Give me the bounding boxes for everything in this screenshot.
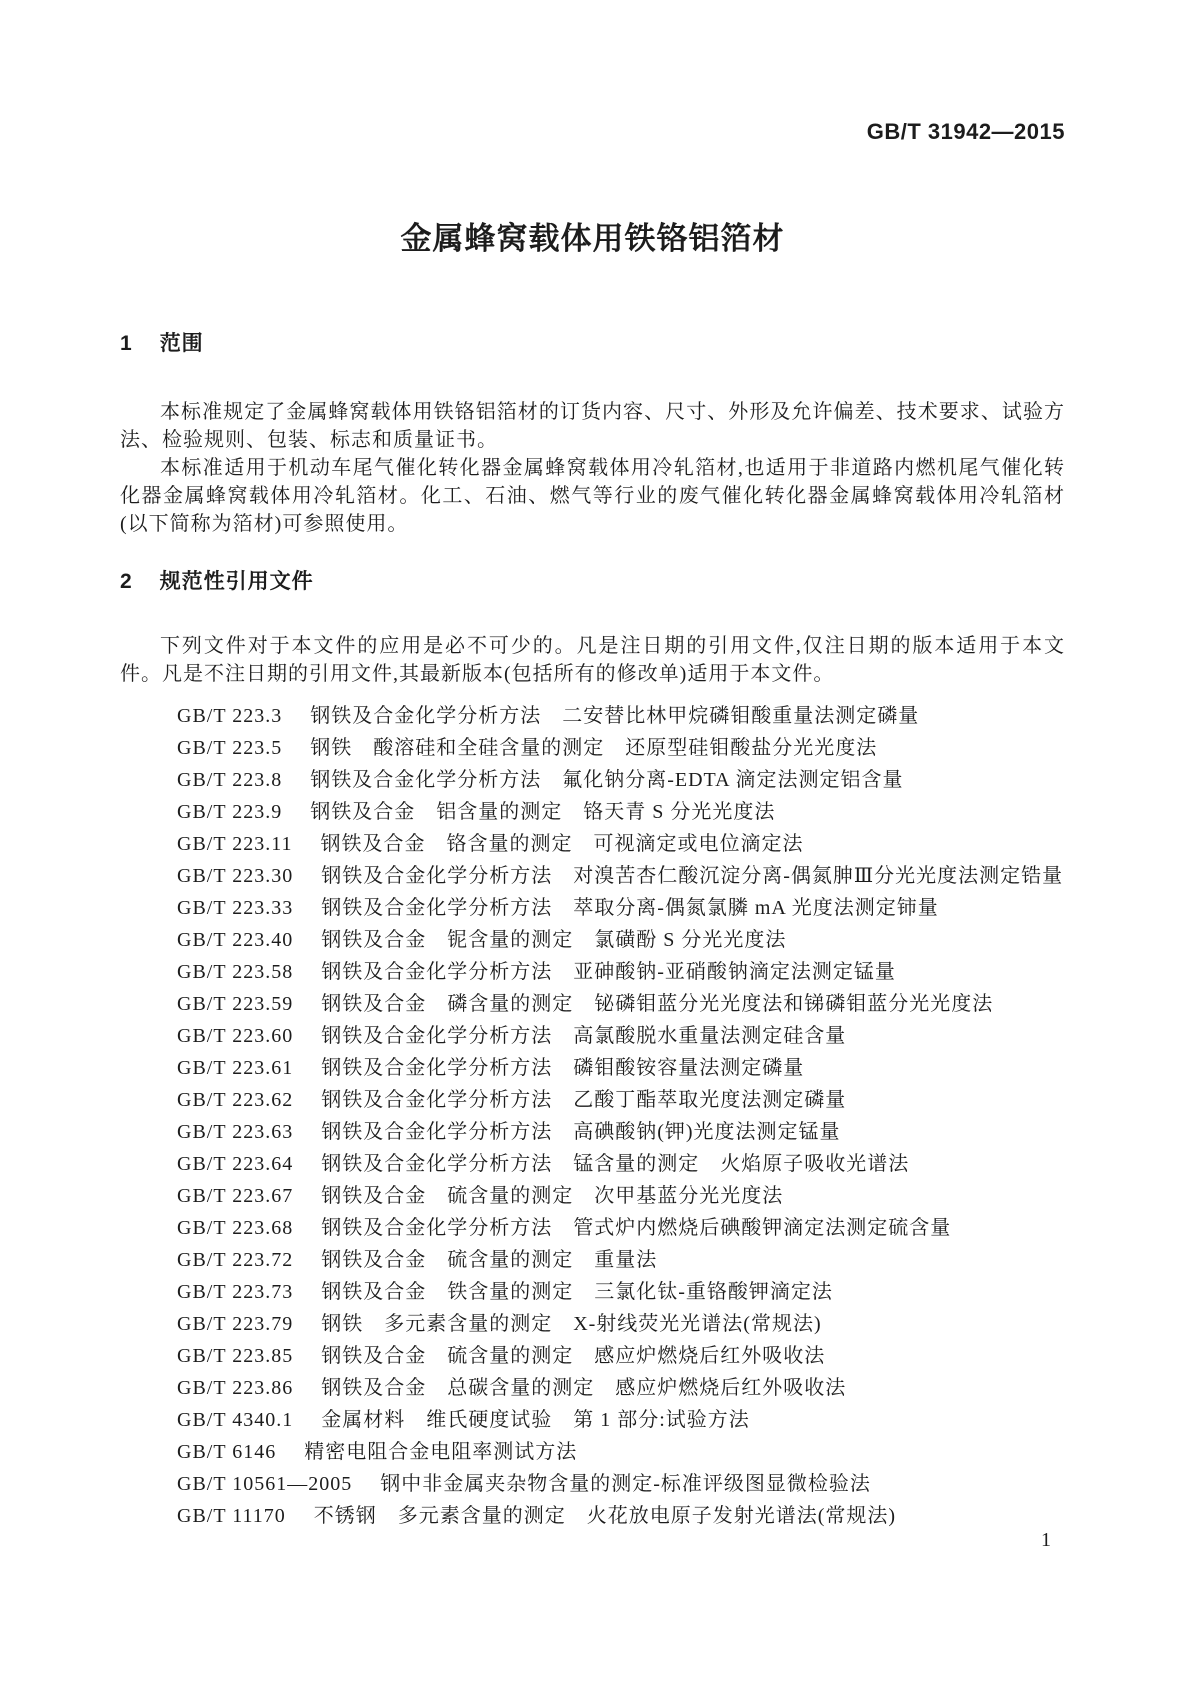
- reference-title: 钢铁及合金 总碳含量的测定 感应炉燃烧后红外吸收法: [321, 1377, 847, 1399]
- reference-code: GB/T 223.68: [177, 1217, 294, 1239]
- reference-code: GB/T 223.86: [177, 1377, 294, 1399]
- reference-title: 钢铁及合金化学分析方法 氟化钠分离-EDTA 滴定法测定铝含量: [310, 769, 904, 791]
- reference-item: [177, 764, 1065, 796]
- reference-list: [120, 700, 1065, 1532]
- page-number: 1: [1041, 1529, 1051, 1551]
- reference-code: GB/T 223.40: [177, 929, 294, 951]
- reference-code: GB/T 223.30: [177, 865, 294, 887]
- reference-code: GB/T 223.63: [177, 1121, 294, 1143]
- reference-code: GB/T 223.85: [177, 1345, 294, 1367]
- reference-item: [177, 1436, 1065, 1468]
- reference-code: GB/T 6146: [177, 1441, 277, 1463]
- reference-title: 钢铁及合金化学分析方法 磷钼酸铵容量法测定磷量: [321, 1057, 805, 1079]
- reference-code: GB/T 223.5: [177, 737, 283, 759]
- reference-code: GB/T 223.67: [177, 1185, 294, 1207]
- paragraph-scope-1: 本标准规定了金属蜂窝载体用铁铬铝箔材的订货内容、尺寸、外形及允许偏差、技术要求、试验方法、检验规则、包装、标志和质量证书。: [120, 401, 1065, 451]
- reference-item: [177, 1308, 1065, 1340]
- reference-code: GB/T 223.61: [177, 1057, 294, 1079]
- reference-title: 钢铁及合金化学分析方法 二安替比林甲烷磷钼酸重量法测定磷量: [310, 705, 920, 727]
- paragraph-scope-2: 本标准适用于机动车尾气催化转化器金属蜂窝载体用冷轧箔材,也适用于非道路内燃机尾气催化转化器金属蜂窝载体用冷轧箔材。化工、石油、燃气等行业的废气催化转化器金属蜂窝载体用冷轧箔材(以下简称为箔材)可参照使用。: [120, 457, 1065, 535]
- reference-code: GB/T 223.79: [177, 1313, 294, 1335]
- reference-code: GB/T 4340.1: [177, 1409, 294, 1431]
- reference-item: [177, 1372, 1065, 1404]
- reference-item: [177, 924, 1065, 956]
- reference-item: [177, 828, 1065, 860]
- standard-code: GB/T 31942—2015: [866, 119, 1065, 144]
- reference-code: GB/T 223.11: [177, 833, 293, 855]
- section-title: 范围: [159, 332, 204, 355]
- reference-title: 钢铁及合金化学分析方法 高氯酸脱水重量法测定硅含量: [321, 1025, 847, 1047]
- reference-title: 钢铁及合金 铁含量的测定 三氯化钛-重铬酸钾滴定法: [321, 1281, 833, 1303]
- reference-item: [177, 700, 1065, 732]
- reference-title: 钢铁及合金 铝含量的测定 铬天青 S 分光光度法: [310, 801, 776, 823]
- reference-item: [177, 988, 1065, 1020]
- reference-title: 钢铁 酸溶硅和全硅含量的测定 还原型硅钼酸盐分光光度法: [310, 737, 878, 759]
- reference-title: 钢铁及合金 硫含量的测定 重量法: [321, 1249, 658, 1271]
- reference-code: GB/T 223.72: [177, 1249, 294, 1271]
- reference-title: 钢铁及合金化学分析方法 乙酸丁酯萃取光度法测定磷量: [321, 1089, 847, 1111]
- reference-title: 精密电阻合金电阻率测试方法: [304, 1441, 578, 1463]
- reference-title: 钢铁及合金化学分析方法 管式炉内燃烧后碘酸钾滴定法测定硫含量: [321, 1217, 952, 1239]
- reference-code: GB/T 11170: [177, 1505, 286, 1527]
- section-number: 2: [120, 570, 133, 593]
- reference-item: [177, 1500, 1065, 1532]
- reference-code: GB/T 223.64: [177, 1153, 294, 1175]
- reference-item: [177, 892, 1065, 924]
- reference-title: 钢铁及合金化学分析方法 萃取分离-偶氮氯膦 mA 光度法测定铈量: [321, 897, 939, 919]
- reference-title: 钢铁及合金化学分析方法 亚砷酸钠-亚硝酸钠滴定法测定锰量: [321, 961, 896, 983]
- reference-item: [177, 1340, 1065, 1372]
- reference-item: [177, 1244, 1065, 1276]
- page-title: 金属蜂窝载体用铁铬铝箔材: [400, 221, 785, 256]
- reference-title: 钢铁及合金化学分析方法 锰含量的测定 火焰原子吸收光谱法: [321, 1153, 910, 1175]
- reference-title: 不锈钢 多元素含量的测定 火花放电原子发射光谱法(常规法): [313, 1505, 897, 1527]
- reference-code: GB/T 223.9: [177, 801, 283, 823]
- reference-item: [177, 796, 1065, 828]
- reference-title: 钢铁及合金 硫含量的测定 次甲基蓝分光光度法: [321, 1185, 784, 1207]
- reference-code: GB/T 223.59: [177, 993, 294, 1015]
- section-heading-normative-references: [120, 568, 1065, 596]
- reference-item: [177, 1116, 1065, 1148]
- reference-code: GB/T 223.8: [177, 769, 283, 791]
- paragraph-references-intro: 下列文件对于本文件的应用是必不可少的。凡是注日期的引用文件,仅注日期的版本适用于本文件。凡是不注日期的引用文件,其最新版本(包括所有的修改单)适用于本文件。: [120, 635, 1065, 685]
- reference-title: 钢铁及合金 硫含量的测定 感应炉燃烧后红外吸收法: [321, 1345, 826, 1367]
- reference-item: [177, 732, 1065, 764]
- reference-code: GB/T 223.3: [177, 705, 283, 727]
- reference-title: 钢铁 多元素含量的测定 X-射线荧光光谱法(常规法): [321, 1313, 822, 1335]
- reference-code: GB/T 10561—2005: [177, 1473, 353, 1495]
- reference-code: GB/T 223.60: [177, 1025, 294, 1047]
- reference-item: [177, 1404, 1065, 1436]
- reference-code: GB/T 223.58: [177, 961, 294, 983]
- section-heading-scope: [120, 330, 1065, 358]
- reference-item: [177, 1180, 1065, 1212]
- reference-title: 钢铁及合金化学分析方法 高碘酸钠(钾)光度法测定锰量: [321, 1121, 841, 1143]
- reference-item: [177, 1020, 1065, 1052]
- reference-title: 钢铁及合金 磷含量的测定 铋磷钼蓝分光光度法和锑磷钼蓝分光光度法: [321, 993, 994, 1015]
- reference-title: 金属材料 维氏硬度试验 第 1 部分:试验方法: [321, 1409, 750, 1431]
- reference-item: [177, 1468, 1065, 1500]
- section-number: 1: [120, 332, 133, 355]
- reference-item: [177, 1084, 1065, 1116]
- reference-code: GB/T 223.62: [177, 1089, 294, 1111]
- reference-title: 钢铁及合金 铬含量的测定 可视滴定或电位滴定法: [320, 833, 804, 855]
- reference-code: GB/T 223.33: [177, 897, 294, 919]
- reference-item: [177, 1052, 1065, 1084]
- reference-title: 钢铁及合金 铌含量的测定 氯磺酚 S 分光光度法: [321, 929, 787, 951]
- section-title: 规范性引用文件: [159, 570, 314, 593]
- reference-code: GB/T 223.73: [177, 1281, 294, 1303]
- reference-item: [177, 860, 1065, 892]
- reference-title: 钢铁及合金化学分析方法 对溴苦杏仁酸沉淀分离-偶氮胂Ⅲ分光光度法测定锆量: [321, 865, 1064, 887]
- reference-item: [177, 1212, 1065, 1244]
- reference-item: [177, 1276, 1065, 1308]
- reference-title: 钢中非金属夹杂物含量的测定-标准评级图显微检验法: [380, 1473, 871, 1495]
- reference-item: [177, 956, 1065, 988]
- reference-item: [177, 1148, 1065, 1180]
